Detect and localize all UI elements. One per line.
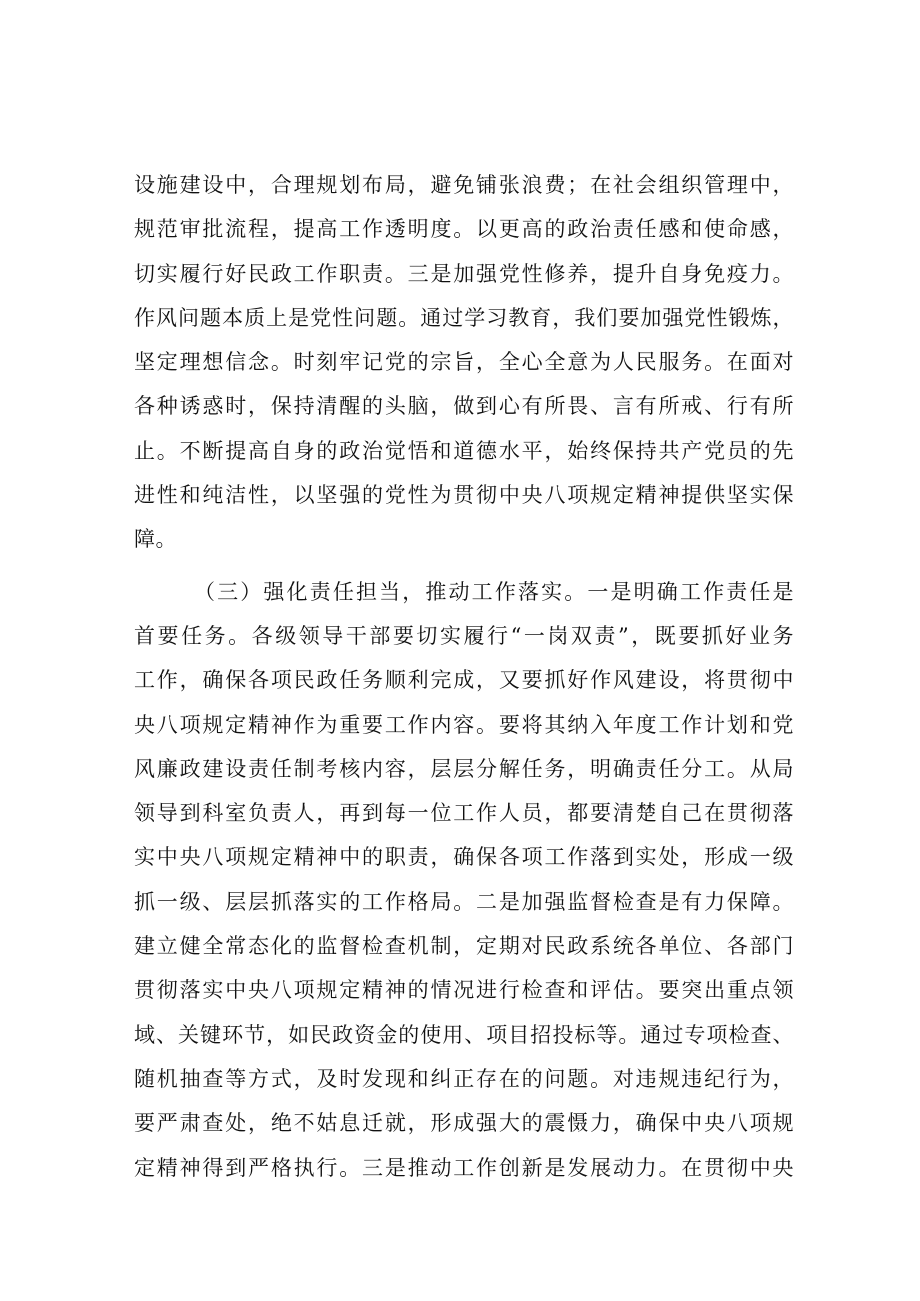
text-line: （三）强化责任担当，推动工作落实。一是明确工作责任是 [194, 579, 794, 604]
text-line: 止。不断提高自身的政治觉悟和道德水平，始终保持共产党员的先 [134, 438, 794, 463]
text-line: 建立健全常态化的监督检查机制，定期对民政系统各单位、各部门 [134, 934, 794, 959]
text-line: 坚定理想信念。时刻牢记党的宗旨，全心全意为人民服务。在面对 [134, 350, 794, 375]
text-line: 领导到科室负责人，再到每一位工作人员，都要清楚自己在贯彻落 [134, 801, 794, 826]
text-line: 工作，确保各项民政任务顺利完成，又要抓好作风建设，将贯彻中 [134, 668, 794, 693]
text-line: 随机抽查等方式，及时发现和纠正存在的问题。对违规违纪行为， [134, 1066, 794, 1091]
text-line: 定精神得到严格执行。三是推动工作创新是发展动力。在贯彻中央 [134, 1155, 794, 1180]
text-line: 央八项规定精神作为重要工作内容。要将其纳入年度工作计划和党 [134, 712, 794, 737]
text-line: 域、关键环节，如民政资金的使用、项目招投标等。通过专项检查、 [134, 1022, 794, 1047]
text-line: 进性和纯洁性，以坚强的党性为贯彻中央八项规定精神提供坚实保 [134, 483, 794, 508]
text-line: 要严肃查处，绝不姑息迁就，形成强大的震慑力，确保中央八项规 [134, 1111, 794, 1136]
text-line: 作风问题本质上是党性问题。通过学习教育，我们要加强党性锻炼， [134, 305, 794, 330]
text-line: 抓一级、层层抓落实的工作格局。二是加强监督检查是有力保障。 [134, 889, 794, 914]
document-body [134, 163, 794, 1190]
text-line: 设施建设中，合理规划布局，避免铺张浪费；在社会组织管理中， [134, 173, 794, 197]
text-line: 风廉政建设责任制考核内容，层层分解任务，明确责任分工。从局 [134, 756, 794, 781]
paragraph-2 [134, 570, 794, 1190]
text-line: 首要任务。各级领导干部要切实履行“一岗双责”，既要抓好业务 [134, 623, 794, 648]
text-line: 切实履行好民政工作职责。三是加强党性修养，提升自身免疫力。 [134, 261, 794, 286]
text-line: 实中央八项规定精神中的职责，确保各项工作落到实处，形成一级 [134, 845, 794, 870]
text-line: 障。 [134, 527, 177, 552]
paragraph-1 [134, 163, 794, 562]
text-line: 各种诱惑时，保持清醒的头脑，做到心有所畏、言有所戒、行有所 [134, 394, 794, 419]
text-line: 规范审批流程，提高工作透明度。以更高的政治责任感和使命感， [134, 217, 794, 242]
text-line: 贯彻落实中央八项规定精神的情况进行检查和评估。要突出重点领 [134, 978, 794, 1003]
